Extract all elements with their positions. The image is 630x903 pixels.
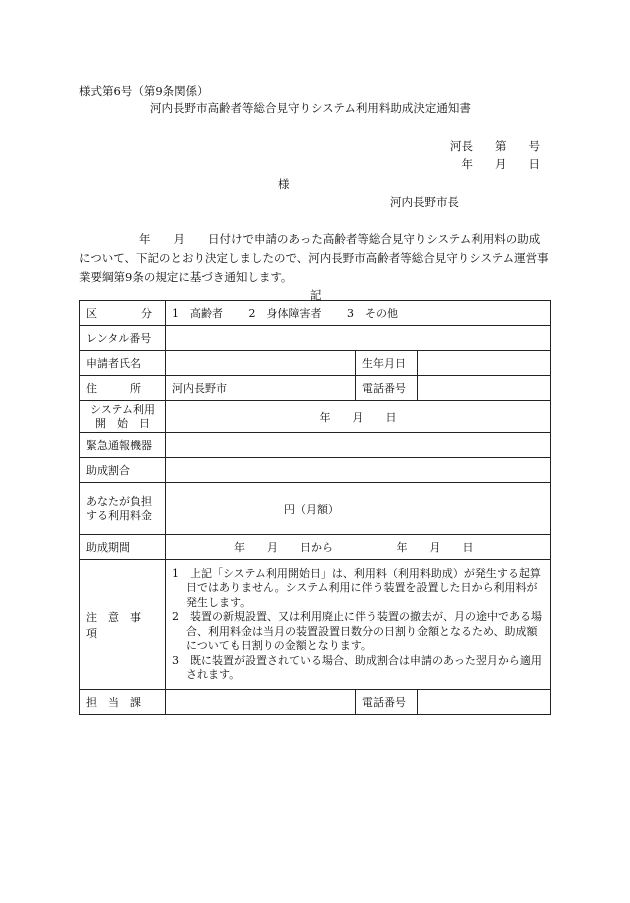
note-item: 3 既に装置が設置されている場合、助成割合は申請のあった翌月から適用されます。 <box>172 653 542 681</box>
category-option: 1 高齢者 <box>172 307 223 320</box>
reference-number <box>428 138 540 154</box>
issue-date <box>440 156 541 172</box>
birth-value[interactable] <box>418 351 551 376</box>
row-rental <box>80 326 551 351</box>
notes-label: 注 意 事 項 <box>80 560 166 690</box>
row-address <box>80 376 551 401</box>
category-option: 2 身体障害者 <box>248 307 322 320</box>
period-from: 年 月 日から <box>234 541 333 554</box>
ref-dai: 第 <box>495 139 507 153</box>
rental-label: レンタル番号 <box>80 326 166 351</box>
phone-value[interactable] <box>418 376 551 401</box>
row-dept <box>80 690 551 715</box>
period-value[interactable] <box>166 535 551 560</box>
phone-label: 電話番号 <box>356 376 418 401</box>
device-label: 緊急通報機器 <box>80 433 166 458</box>
applicant-value[interactable] <box>166 351 356 376</box>
addressee: 様 <box>278 177 290 191</box>
address-value[interactable]: 河内長野市 <box>166 376 356 401</box>
period-to: 年 月 日 <box>396 541 474 554</box>
period-label: 助成期間 <box>80 535 166 560</box>
fee-label-line1: あなたが負担 <box>86 494 152 508</box>
date-year: 年 <box>461 157 473 171</box>
fee-label <box>80 483 166 535</box>
row-start-date <box>80 401 551 433</box>
dept-phone-value[interactable] <box>418 690 551 715</box>
category-option: 3 その他 <box>347 307 398 320</box>
dept-label: 担 当 課 <box>80 690 166 715</box>
row-rate <box>80 458 551 483</box>
row-fee <box>80 483 551 535</box>
note-item: 2 装置の新規設置、又は利用廃止に伴う装置の撤去が、月の途中である場合、利用料金は当月の装置設置日数分の日割り金額となるため、助成額についても日割りの金額となります。 <box>172 610 542 652</box>
date-day: 日 <box>528 157 540 171</box>
address-label: 住 所 <box>80 376 166 401</box>
birth-label: 生年月日 <box>356 351 418 376</box>
row-device <box>80 433 551 458</box>
fee-value[interactable]: 円（月額） <box>166 483 551 535</box>
body-line-2: について、下記のとおり決定しましたので、河内長野市高齢者等総合見守りシステム運営事業要綱第9条の規定に基づき通知します。 <box>79 251 549 284</box>
details-table <box>79 300 551 715</box>
start-label-line2: 開 始 日 <box>95 416 150 430</box>
category-label: 区 分 <box>80 301 166 326</box>
row-category <box>80 301 551 326</box>
body-line-1: 年 月 日付けで申請のあった高齢者等総合見守りシステム利用料の助成 <box>139 232 541 246</box>
date-month: 月 <box>495 157 507 171</box>
fee-label-line2: する利用料金 <box>86 508 152 522</box>
notes-list <box>166 560 551 690</box>
document-title: 河内長野市高齢者等総合見守りシステム利用料助成決定通知書 <box>150 101 471 115</box>
issuer: 河内長野市長 <box>390 195 459 209</box>
note-item: 1 上記「システム利用開始日」は、利用料（利用料助成）が発生する起算日ではありません。システム利用に伴う装置を設置した日から利用料が発生します。 <box>172 566 541 609</box>
rental-value[interactable] <box>166 326 551 351</box>
ki-heading: 記 <box>310 288 322 302</box>
body-text <box>79 230 552 287</box>
dept-value[interactable] <box>166 690 356 715</box>
rate-label: 助成割合 <box>80 458 166 483</box>
start-label-line1: システム利用 <box>90 402 155 416</box>
row-notes <box>80 560 551 690</box>
ref-prefix: 河長 <box>450 139 473 153</box>
form-number: 様式第6号（第9条関係） <box>79 84 209 98</box>
row-applicant <box>80 351 551 376</box>
category-options <box>166 301 551 326</box>
rate-value[interactable] <box>166 458 551 483</box>
applicant-label: 申請者氏名 <box>80 351 166 376</box>
ref-go: 号 <box>528 139 540 153</box>
row-period <box>80 535 551 560</box>
start-value[interactable]: 年 月 日 <box>166 401 551 433</box>
device-value[interactable] <box>166 433 551 458</box>
start-label <box>80 401 166 433</box>
dept-phone-label: 電話番号 <box>356 690 418 715</box>
